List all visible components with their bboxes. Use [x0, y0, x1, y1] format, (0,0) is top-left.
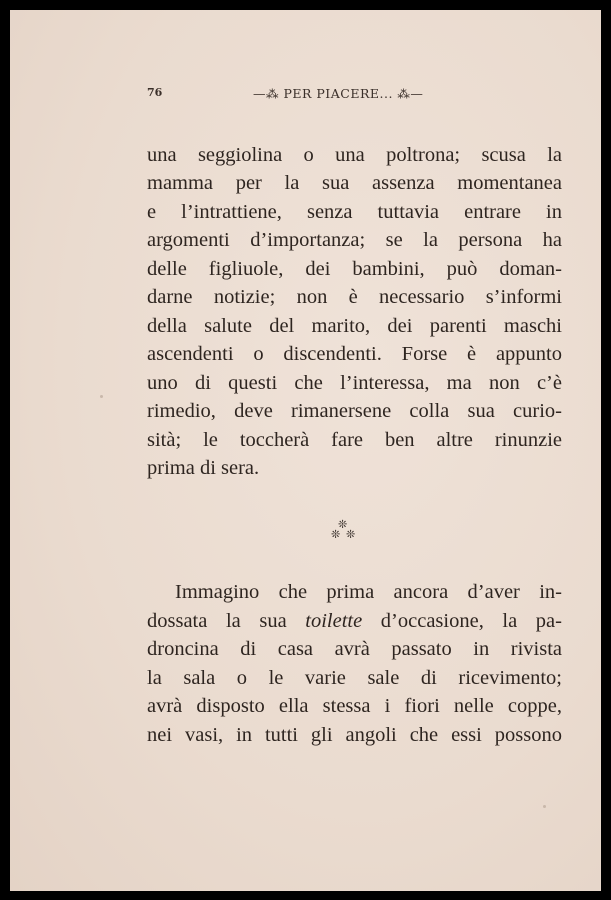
text-line: ascendenti o discendenti. Forse è appunto [147, 343, 562, 365]
asterisk-icon: ❊ [346, 528, 356, 541]
text-line: uno di questi che l’interessa, ma non c’è [147, 372, 562, 394]
text-line: nei vasi, in tutti gli angoli che essi possono [147, 724, 562, 746]
text-run: d’occasione, la pa- [362, 610, 562, 632]
text-line: droncina di casa avrà passato in rivista [147, 638, 562, 660]
text-line: avrà disposto ella stessa i fiori nelle coppe, [147, 695, 562, 717]
text-line [147, 607, 562, 635]
page-header [10, 86, 601, 106]
text-line: una seggiolina o una poltrona; scusa la [147, 144, 562, 166]
text-line: Immagino che prima ancora d’aver in- [175, 581, 562, 603]
text-line: mamma per la sua assenza momentanea [147, 172, 562, 194]
text-line: la sala o le varie sale di ricevimento; [147, 667, 562, 689]
text-line: della salute del marito, dei parenti maschi [147, 315, 562, 337]
text-line: sità; le toccherà fare ben altre rinunzie [147, 429, 562, 451]
italic-word: toilette [305, 610, 363, 632]
paper-speck [100, 395, 103, 398]
running-title: —⁂ PER PIACERE... ⁂— [253, 86, 424, 101]
text-line: argomenti d’importanza; se la persona ha [147, 229, 562, 251]
text-line: e l’intrattiene, senza tuttavia entrare in [147, 201, 562, 223]
text-line: prima di sera. [147, 457, 260, 479]
asterisk-icon: ❊ [338, 518, 348, 531]
text-run: dossata la sua [147, 610, 306, 632]
book-page [10, 10, 601, 891]
asterisk-icon: ❊ [331, 528, 341, 541]
paper-speck [543, 805, 546, 808]
text-line: darne notizie; non è necessario s’informi [147, 286, 562, 308]
text-line: rimedio, deve rimanersene colla sua curio- [147, 400, 562, 422]
page-number: 76 [147, 86, 163, 99]
text-line: delle figliuole, dei bambini, può doman- [147, 258, 562, 280]
asterism-separator [328, 518, 368, 548]
